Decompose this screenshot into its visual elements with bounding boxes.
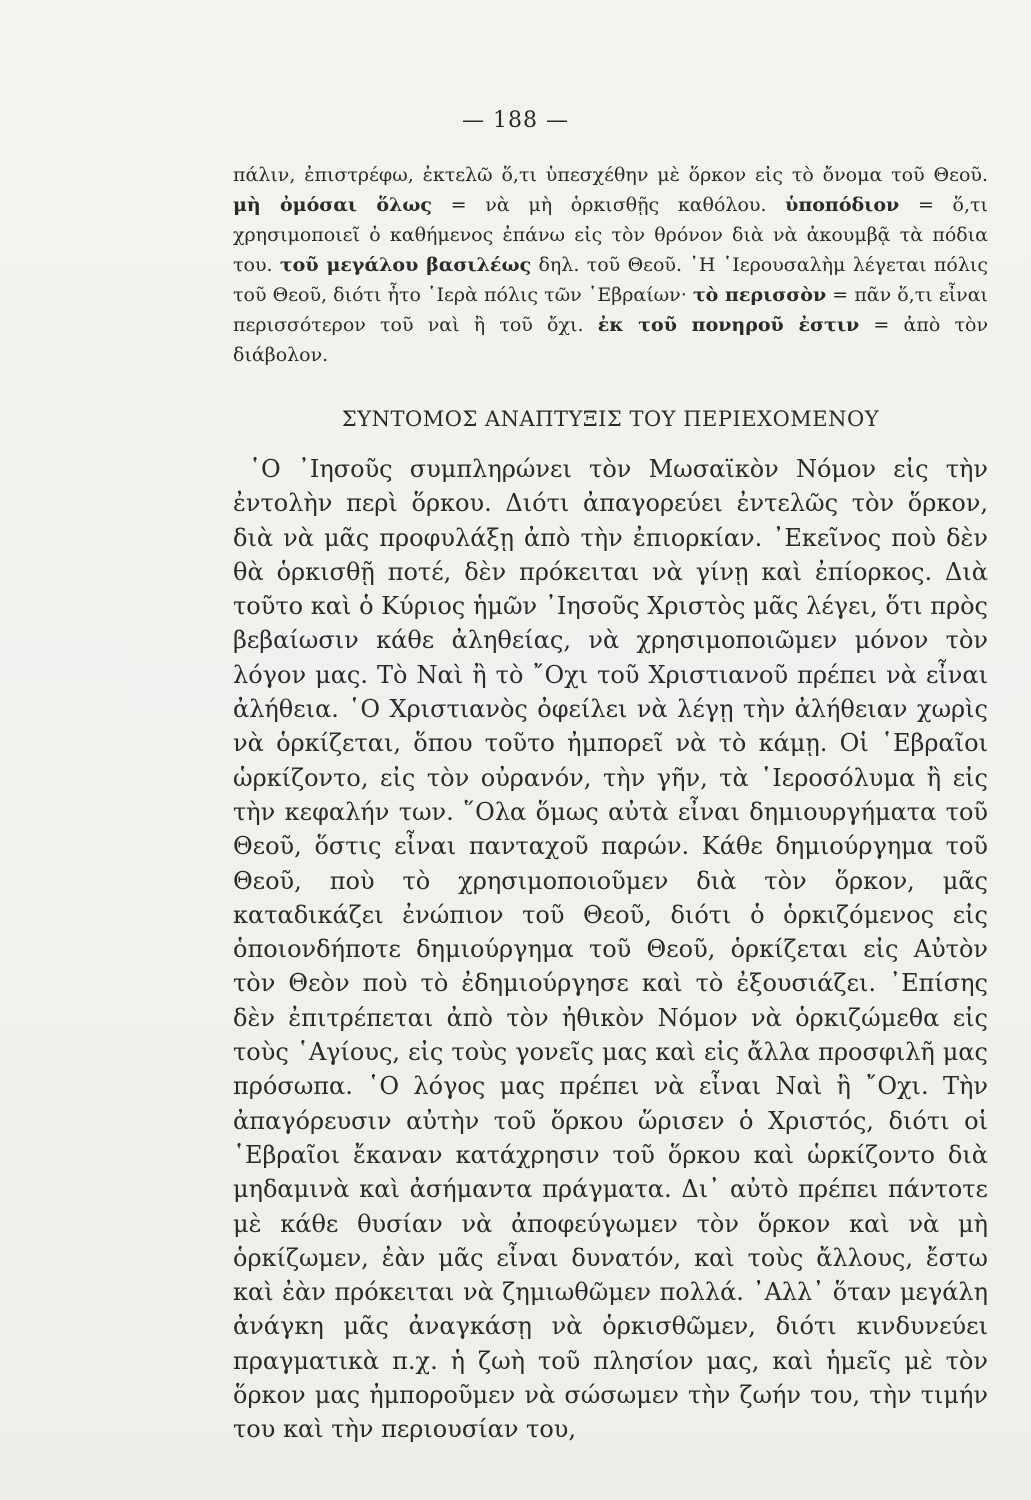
note-text: = νὰ μὴ ὁρκισθῇς καθόλου. <box>431 194 786 216</box>
glossary-term: ὑποπόδιον <box>785 194 900 216</box>
glossary-term: μὴ ὀμόσαι ὅλως <box>233 194 432 216</box>
body-paragraph: ῾Ο ᾿Ιησοῦς συμπληρώνει τὸν Μωσαϊκὸν Νόμον εἰς τὴν ἐντολὴν περὶ ὅρκου. Διότι ἀπαγορεύει ἐντελῶς τὸν ὅρκον, διὰ νὰ μᾶς προφυλάξῃ ἀπὸ τὴν ἐπιορκίαν. ᾿Εκεῖνος ποὺ δὲν θὰ ὁρκισθῇ ποτέ, δὲν πρόκειται νὰ γίνῃ καὶ ἐπίορκος. Διὰ τοῦτο καὶ ὁ Κύριος ἡμῶν ᾿Ιησοῦς Χριστὸς μᾶς λέγει, ὅτι πρὸς βεβαίωσιν κάθε ἀληθείας, νὰ χρησιμοποιῶμεν μόνον τὸν λόγον μας. Τὸ Ναὶ ἢ τὸ ῎Οχι τοῦ Χριστιανοῦ πρέπει νὰ εἶναι ἀλήθεια. ῾Ο Χριστιανὸς ὀφείλει νὰ λέγῃ τὴν ἀλήθειαν χωρὶς νὰ ὁρκίζεται, ὅπου τοῦτο ἠμπορεῖ νὰ τὸ κάμῃ. Οἱ ῾Εβραῖοι ὡρκίζοντο, εἰς τὸν οὐρανόν, τὴν γῆν, τὰ ῾Ιεροσόλυμα ἢ εἰς τὴν κεφαλήν των. ῞Ολα ὅμως αὐτὰ εἶναι δημιουργήματα τοῦ Θεοῦ, ὅστις εἶναι πανταχοῦ παρών. Κάθε δημιούργημα τοῦ Θεοῦ, ποὺ τὸ χρησιμοποιοῦμεν διὰ τὸν ὅρκον, μᾶς καταδικάζει ἐνώπιον τοῦ Θεοῦ, διότι ὁ ὁρκιζόμενος εἰς ὁποιονδήποτε δημιούργημα τοῦ Θεοῦ, ὁρκίζεται εἰς Αὐτὸν τὸν Θεὸν ποὺ τὸ ἐδημιούργησε καὶ τὸ ἐξουσιάζει. ᾿Επίσης δὲν ἐπιτρέπεται ἀπὸ τὸν ἠθικὸν Νόμον νὰ ὁρκιζώμεθα εἰς τοὺς ῾Αγίους, εἰς τοὺς γονεῖς μας καὶ εἰς ἄλλα προσφιλῆ μας πρόσωπα. ῾Ο λόγος μας πρέπει νὰ εἶναι Ναὶ ἢ ῎Οχι. Τὴν ἀπαγόρευσιν αὐτὴν τοῦ ὅρκου ὥρισεν ὁ Χριστός, διότι οἱ ῾Εβραῖοι ἔκαναν κατάχρησιν τοῦ ὅρκου καὶ ὡρκίζοντο διὰ μηδαμινὰ καὶ ἀσήμαντα πράγματα. Δι᾿ αὐτὸ πρέπει πάντοτε μὲ κάθε θυσίαν νὰ ἀποφεύγωμεν τὸν ὅρκον καὶ νὰ μὴ ὁρκίζωμεν, ἐὰν μᾶς εἶναι δυνατόν, καὶ τοὺς ἄλλους, ἔστω καὶ ἐὰν πρόκειται νὰ ζημιωθῶμεν πολλά. ᾿Αλλ᾿ ὅταν μεγάλη ἀνάγκη μᾶς ἀναγκάσῃ νὰ ὁρκισθῶμεν, διότι κινδυνεύει πραγματικὰ π.χ. ἡ ζωὴ τοῦ πλησίον μας, καὶ ἡμεῖς μὲ τὸν ὅρκον μας ἠμποροῦμεν νὰ σώσωμεν τὴν ζωήν του, τὴν τιμήν του καὶ τὴν περιουσίαν του, <box>233 455 988 1444</box>
glossary-term: τὸ περισσὸν <box>692 284 827 306</box>
section-heading: ΣΥΝΤΟΜΟΣ ΑΝΑΠΤΥΞΙΣ ΤΟΥ ΠΕΡΙΕΧΟΜΕΝΟΥ <box>341 407 880 431</box>
glossary-term: τοῦ μεγάλου βασιλέως <box>279 254 532 276</box>
glossary-term: ἐκ τοῦ πονηροῦ ἐστιν <box>597 314 860 336</box>
note-text: πάλιν, ἐπιστρέφω, ἐκτελῶ ὅ,τι ὑπεσχέθην μὲ ὅρκον εἰς τὸ ὄνομα τοῦ Θεοῦ. <box>233 164 988 186</box>
note-text: = ὅ,τι χρησιμοποιεῖ ὁ καθήμενος ἐπάνω εἰς τὸν θρόνον διὰ νὰ ἀκουμβᾷ τὰ πόδια του. <box>233 194 988 276</box>
note-text: = ἀπὸ τὸν διάβολον. <box>233 314 988 366</box>
glossary-notes <box>233 160 988 370</box>
glossary-paragraph <box>233 160 988 370</box>
note-text: δηλ. τοῦ Θεοῦ. ῾Η ῾Ιερουσαλὴμ λέγεται πόλις τοῦ Θεοῦ, διότι ἦτο ῾Ιερὰ πόλις τῶν ῾Εβραίων· <box>233 254 988 306</box>
note-text: = πᾶν ὅ,τι εἶναι περισσότερον τοῦ ναὶ ἢ τοῦ ὄχι. <box>233 284 988 336</box>
page-number: — 188 — <box>462 108 569 133</box>
body-text <box>233 452 988 1447</box>
